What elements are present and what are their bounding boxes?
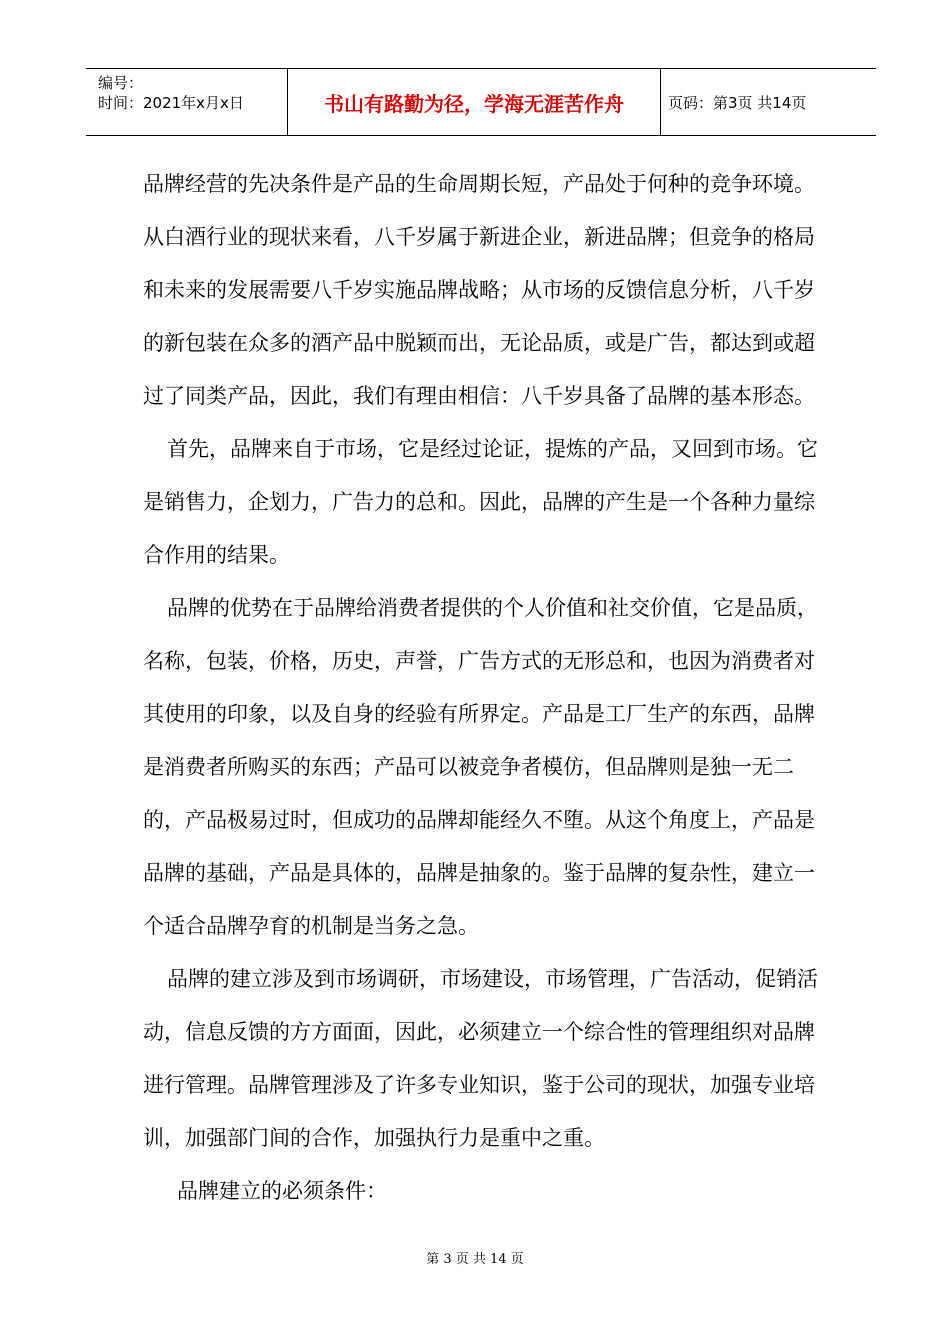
header-divider-right — [660, 69, 661, 135]
paragraph-3: 品牌的优势在于品牌给消费者提供的个人价值和社交价值，它是品质，名称，包装，价格，历史，声誉，广告方式的无形总和，也因为消费者对其使用的印象，以及自身的经验有所界定。产品是工厂生产的东西，品牌是消费者所购买的东西；产品可以被竞争者模仿，但品牌则是独一无二的，产品极易过时，但成功的品牌却能经久不堕。从这个角度上，产品是品牌的基础，产品是具体的，品牌是抽象的。鉴于品牌的复杂性，建立一个适合品牌孕育的机制是当务之急。 — [143, 596, 818, 938]
page-footer: 第 3 页 共 14 页 — [426, 1252, 524, 1267]
header-page-info: 页码：第3页 共14页 — [668, 93, 807, 112]
document-time-label: 时间：2021年x月x日 — [98, 94, 244, 112]
document-header — [86, 68, 876, 136]
paragraph-4: 品牌的建立涉及到市场调研，市场建设，市场管理，广告活动，促销活动，信息反馈的方方面面，因此，必须建立一个综合性的管理组织对品牌进行管理。品牌管理涉及了许多专业知识，鉴于公司的现状，加强专业培训，加强部门间的合作，加强执行力是重中之重。 — [143, 967, 818, 1150]
header-motto: 书山有路勤为径，学海无涯苦作舟 — [324, 91, 624, 116]
paragraph-2: 首先，品牌来自于市场，它是经过论证，提炼的产品，又回到市场。它是销售力，企划力，广告力的总和。因此，品牌的产生是一个各种力量综合作用的结果。 — [143, 437, 818, 567]
document-body — [143, 158, 833, 1218]
document-number-label: 编号： — [98, 74, 144, 92]
paragraph-5: 品牌建立的必须条件： — [177, 1179, 387, 1203]
paragraph-1: 品牌经营的先决条件是产品的生命周期长短，产品处于何种的竞争环境。从白酒行业的现状来看，八千岁属于新进企业，新进品牌；但竞争的格局和未来的发展需要八千岁实施品牌战略；从市场的反馈信息分析，八千岁的新包装在众多的酒产品中脱颖而出，无论品质，或是广告，都达到或超过了同类产品，因此，我们有理由相信：八千岁具备了品牌的基本形态。 — [143, 172, 815, 408]
header-meta — [98, 73, 288, 113]
